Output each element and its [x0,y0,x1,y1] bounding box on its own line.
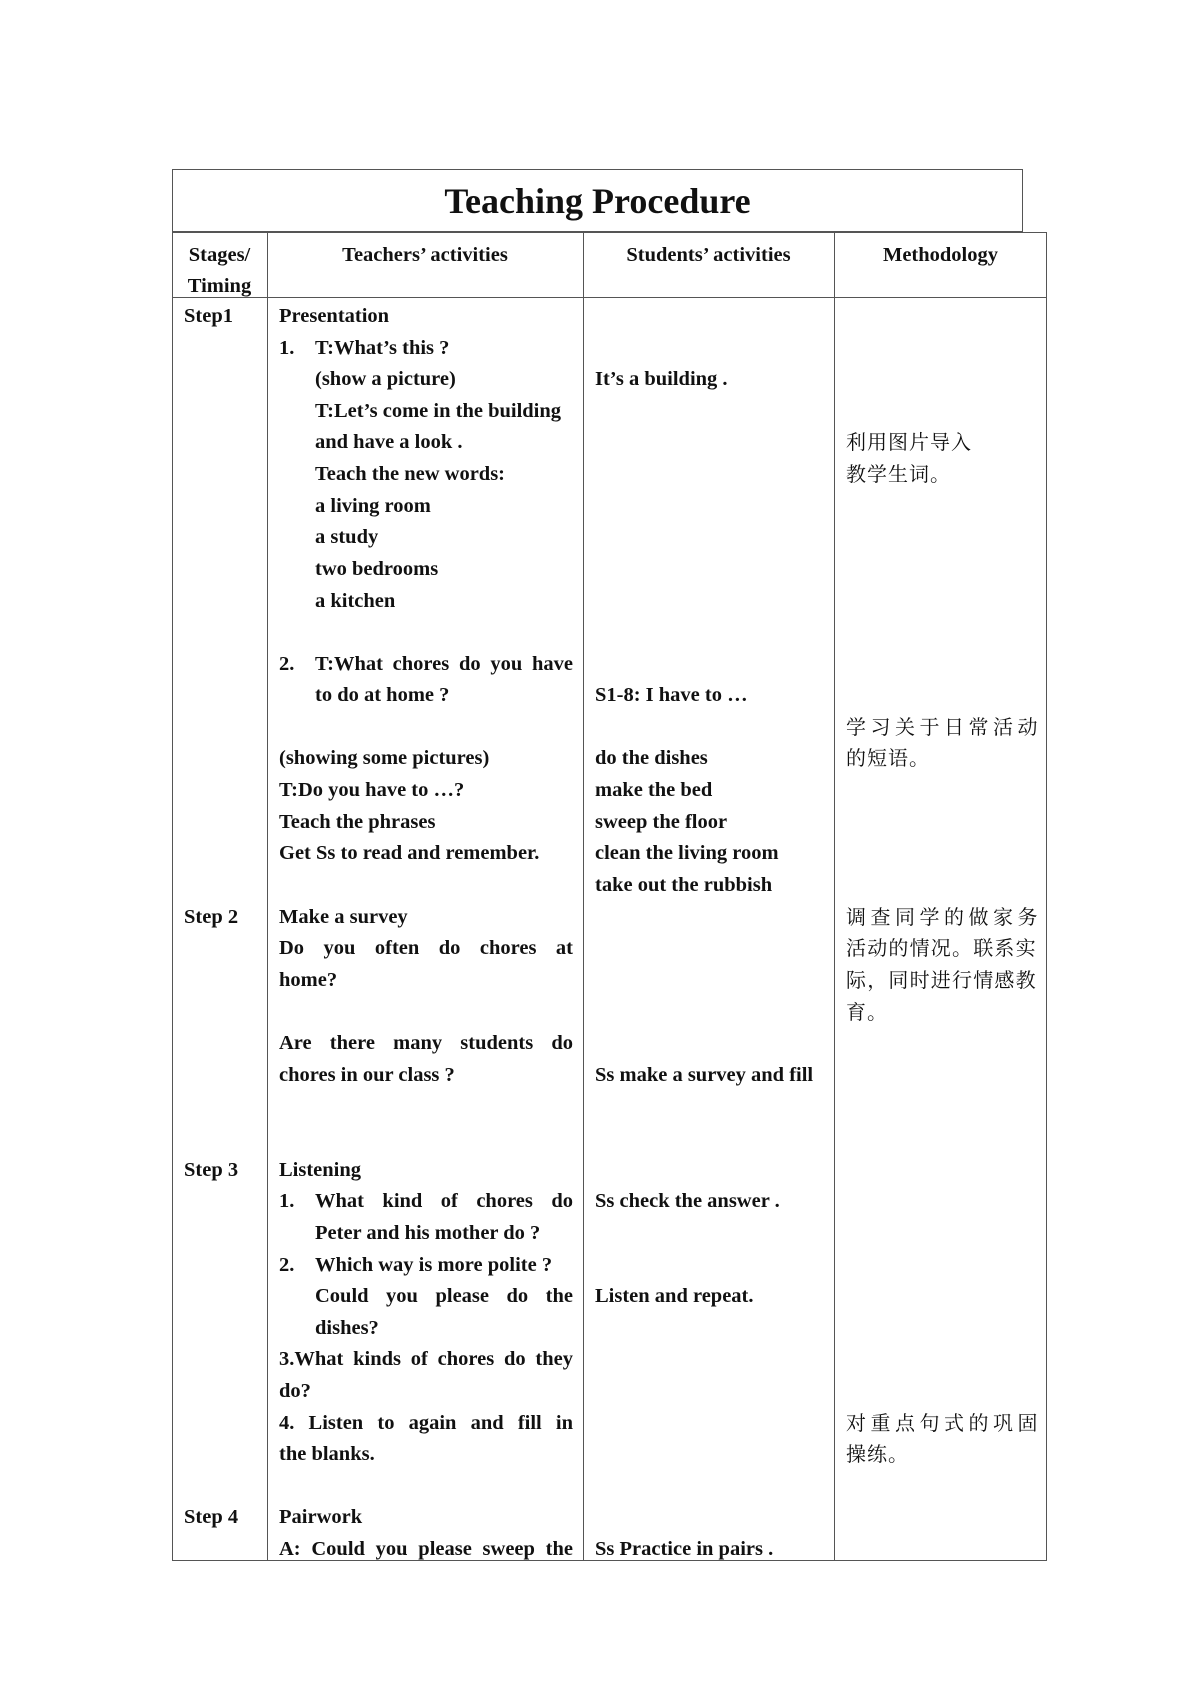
method-note: 对重点句式的巩固 [846,1411,1042,1435]
page-title: Teaching Procedure [444,180,751,221]
student-phrase: clean the living room [595,842,779,864]
section-heading: Make a survey [279,906,408,928]
teacher-text: T:What chores do you have [315,653,573,675]
header-stage-timing [172,240,267,302]
header-stage: Stages/ [188,244,251,266]
header-methodology: Methodology [882,244,999,266]
column-divider [583,232,584,1561]
list-number: 2. [279,1254,295,1276]
teacher-text: do? [279,1380,311,1402]
teacher-text: Are there many students do [279,1032,573,1054]
vocab-word: two bedrooms [315,558,439,580]
list-number: 2. [279,653,295,675]
method-note: 的短语。 [846,746,930,770]
header-timing: Timing [187,275,252,297]
student-text: Ss make a survey and fill [595,1064,814,1086]
teacher-text: Do you often do chores at [279,937,573,959]
teacher-text: Teach the new words: [315,463,506,485]
title-box [172,169,1023,232]
teacher-text: dishes? [315,1317,379,1339]
teacher-text: Which way is more polite ? [315,1254,553,1276]
student-phrase: sweep the floor [595,811,728,833]
student-text: It’s a building . [595,368,728,390]
teacher-text: 3.What kinds of chores do they [279,1348,573,1370]
section-heading: Presentation [279,305,390,327]
teacher-text: (showing some pictures) [279,747,490,769]
method-note: 学习关于日常活动 [846,715,1042,739]
vocab-word: a study [315,526,379,548]
step-label: Step 4 [184,1506,239,1528]
teacher-text: the blanks. [279,1443,375,1465]
student-phrase: make the bed [595,779,713,801]
list-number: 1. [279,337,295,359]
step-label: Step1 [184,305,233,327]
student-text: Listen and repeat. [595,1285,754,1307]
method-note: 操练。 [846,1442,909,1466]
teacher-text: Teach the phrases [279,811,436,833]
section-heading: Pairwork [279,1506,363,1528]
step-label: Step 3 [184,1159,239,1181]
header-teachers: Teachers’ activities [342,244,508,266]
student-phrase: do the dishes [595,747,708,769]
teacher-text: T:Let’s come in the building [315,400,562,422]
teacher-text: Get Ss to read and remember. [279,842,540,864]
list-number: 1. [279,1190,295,1212]
method-note: 活动的情况。联系实 [846,936,1037,960]
teacher-text: (show a picture) [315,368,456,390]
teacher-text: T:Do you have to …? [279,779,465,801]
student-text: Ss Practice in pairs . [595,1538,774,1560]
method-note: 利用图片导入 [846,430,972,454]
column-divider [834,232,835,1561]
column-divider [267,232,268,1561]
teacher-text: to do at home ? [315,684,450,706]
teacher-text: and have a look . [315,431,463,453]
vocab-word: a living room [315,495,431,517]
student-text: Ss check the answer . [595,1190,780,1212]
header-students: Students’ activities [626,244,791,266]
student-phrase: take out the rubbish [595,874,773,896]
section-heading: Listening [279,1159,362,1181]
student-text: S1-8: I have to … [595,684,748,706]
teacher-text: chores in our class ? [279,1064,455,1086]
method-note: 育。 [846,1000,888,1024]
step-label: Step 2 [184,906,239,928]
teacher-text: What kind of chores do [315,1190,573,1212]
header-divider [172,297,1047,298]
teacher-text: T:What’s this ? [315,337,450,359]
method-note: 教学生词。 [846,462,951,486]
teacher-text: home? [279,969,338,991]
teacher-text: 4. Listen to again and fill in [279,1412,573,1434]
teacher-text: Peter and his mother do ? [315,1222,541,1244]
method-note: 际，同时进行情感教 [846,968,1037,992]
teacher-text: Could you please do the [315,1285,573,1307]
method-note: 调查同学的做家务 [846,905,1042,929]
teacher-text: A: Could you please sweep the [279,1538,573,1560]
vocab-word: a kitchen [315,590,396,612]
